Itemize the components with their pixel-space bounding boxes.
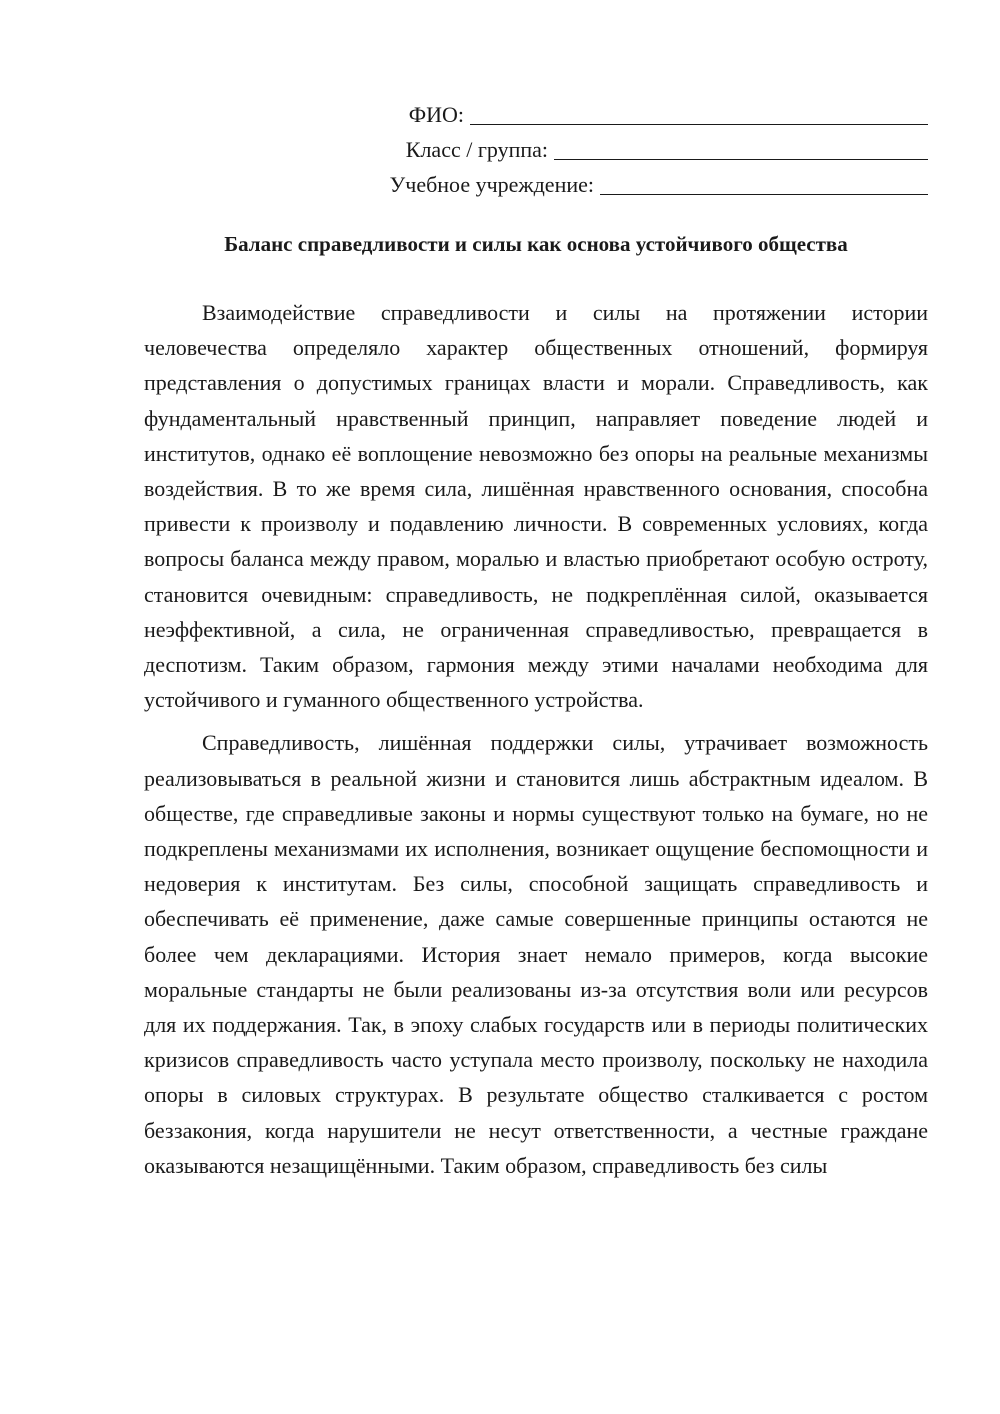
school-field-row: [288, 163, 928, 198]
class-blank-line[interactable]: [554, 137, 928, 160]
class-field-row: [288, 128, 928, 163]
student-info-fields: [288, 93, 928, 198]
paragraph: Справедливость, лишённая поддержки силы, утрачивает возможность реализовываться в реальной жизни и становится лишь абстрактным идеалом. В обществе, где справедливые законы и нормы существуют только на бумаге, но не подкреплены механизмами их исполнения, возникает ощущение беспомощности и недоверия к институтам. Без силы, способной защищать справедливость и обеспечивать её применение, даже самые совершенные принципы остаются не более чем декларациями. История знает немало примеров, когда высокие моральные стандарты не были реализованы из-за отсутствия воли или ресурсов для их поддержания. Так, в эпоху слабых государств или в периоды политических кризисов справедливость часто уступала место произволу, поскольку не находила опоры в силовых структурах. В результате общество сталкивается с ростом беззакония, когда нарушители не несут ответственности, а честные граждане оказываются незащищёнными. Таким образом, справедливость без силы: [144, 730, 928, 1178]
school-label: Учебное учреждение:: [389, 172, 594, 197]
fio-label: ФИО:: [408, 102, 464, 127]
document-body: [144, 295, 928, 1191]
school-blank-line[interactable]: [600, 172, 928, 195]
fio-field-row: [288, 93, 928, 128]
paragraph: Взаимодействие справедливости и силы на протяжении истории человечества определяло характер общественных отношений, формируя представления о допустимых границах власти и морали. Справедливость, как фундаментальный нравственный принцип, направляет поведение людей и институтов, однако её воплощение невозможно без опоры на реальные механизмы воздействия. В то же время сила, лишённая нравственного основания, способна привести к произволу и подавлению личности. В современных условиях, когда вопросы баланса между правом, моралью и властью приобретают особую остроту, становится очевидным: справедливость, не подкреплённая силой, оказывается неэффективной, а сила, не ограниченная справедливостью, превращается в деспотизм. Таким образом, гармония между этими началами необходима для устойчивого и гуманного общественного устройства.: [144, 300, 928, 713]
class-label: Класс / группа:: [405, 137, 548, 162]
fio-blank-line[interactable]: [470, 102, 928, 125]
document-title: Баланс справедливости и силы как основа устойчивого общества: [224, 232, 848, 256]
